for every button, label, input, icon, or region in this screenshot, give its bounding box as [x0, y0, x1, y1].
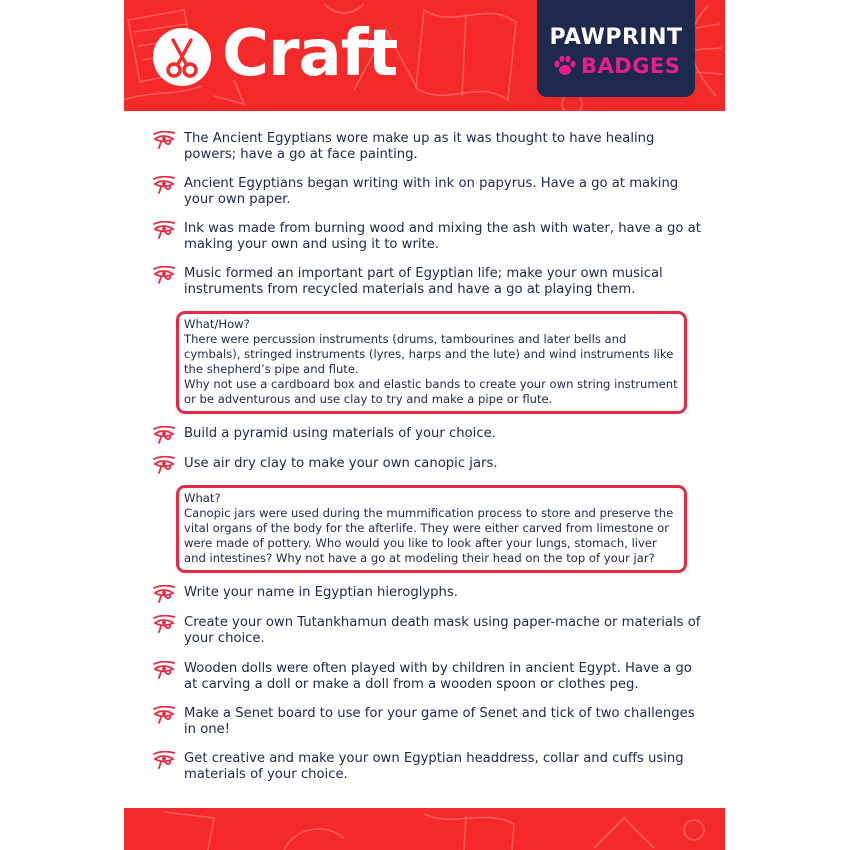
- list-item-text: Use air dry clay to make your own canopic jars.: [184, 456, 498, 471]
- brand-name-bottom: BADGES: [581, 54, 681, 78]
- info-box: [176, 311, 687, 414]
- list-item-text: Wooden dolls were often played with by children in ancient Egypt. Have a go at carving a doll or make a doll from a wooden spoon or clothes peg.: [184, 661, 692, 692]
- info-box-heading: What/How?: [184, 317, 250, 331]
- craft-page: [124, 0, 725, 850]
- scissors-badge: [153, 28, 211, 86]
- list-item-text: Write your name in Egyptian hieroglyphs.: [184, 585, 458, 600]
- info-box-text: There were percussion instruments (drums, tambourines and later bells and cymbals), stringed instruments (lyres, harps and the lute) and wind instruments like the shepherd’s pipe and flute. Why not use a cardboard box and elastic bands to create your own string instrument or be adventurous and use clay to try and make a pipe or flute.: [184, 332, 678, 406]
- list-item-text: Make a Senet board to use for your game of Senet and tick of two challenges in one!: [184, 706, 695, 737]
- eye-of-horus-icon: [152, 266, 176, 284]
- eye-of-horus-icon: [152, 456, 176, 474]
- doodle-pattern: [124, 808, 725, 850]
- eye-of-horus-icon: [152, 615, 176, 633]
- eye-of-horus-icon: [152, 221, 176, 239]
- eye-of-horus-icon: [152, 585, 176, 603]
- paw-icon: [553, 55, 577, 77]
- list-item-text: Create your own Tutankhamun death mask using paper-mache or materials of your choice.: [184, 615, 701, 646]
- pawprint-badges-logo: [537, 0, 695, 97]
- list-item-text: Ancient Egyptians began writing with ink on papyrus. Have a go at making your own paper.: [184, 176, 679, 207]
- eye-of-horus-icon: [152, 706, 176, 724]
- info-box: [176, 485, 687, 573]
- header-banner: [124, 0, 725, 111]
- eye-of-horus-icon: [152, 661, 176, 679]
- list-item-text: The Ancient Egyptians wore make up as it was thought to have healing powers; have a go at face painting.: [184, 131, 655, 162]
- list-item-text: Music formed an important part of Egyptian life; make your own musical instruments from recycled materials and have a go at playing them.: [184, 266, 663, 297]
- eye-of-horus-icon: [152, 751, 176, 769]
- info-box-text: Canopic jars were used during the mummification process to store and preserve the vital organs of the body for the afterlife. They were either carved from limestone or were made of pottery. Who would you like to look after your lungs, stomach, liver and intestines? Why not have a go at modeling their head on the top of your jar?: [184, 506, 674, 565]
- info-box-heading: What?: [184, 491, 221, 505]
- eye-of-horus-icon: [152, 426, 176, 444]
- page-title: Craft: [222, 17, 398, 91]
- footer-banner: [124, 808, 725, 850]
- list-item-text: Ink was made from burning wood and mixing the ash with water, have a go at making your own and using it to write.: [184, 221, 701, 252]
- eye-of-horus-icon: [152, 131, 176, 149]
- brand-name-top: PAWPRINT: [549, 25, 683, 50]
- scissors-icon: [153, 28, 211, 86]
- list-item-text: Get creative and make your own Egyptian headdress, collar and cuffs using materials of your choice.: [184, 751, 684, 782]
- list-item-text: Build a pyramid using materials of your choice.: [184, 426, 496, 441]
- eye-of-horus-icon: [152, 176, 176, 194]
